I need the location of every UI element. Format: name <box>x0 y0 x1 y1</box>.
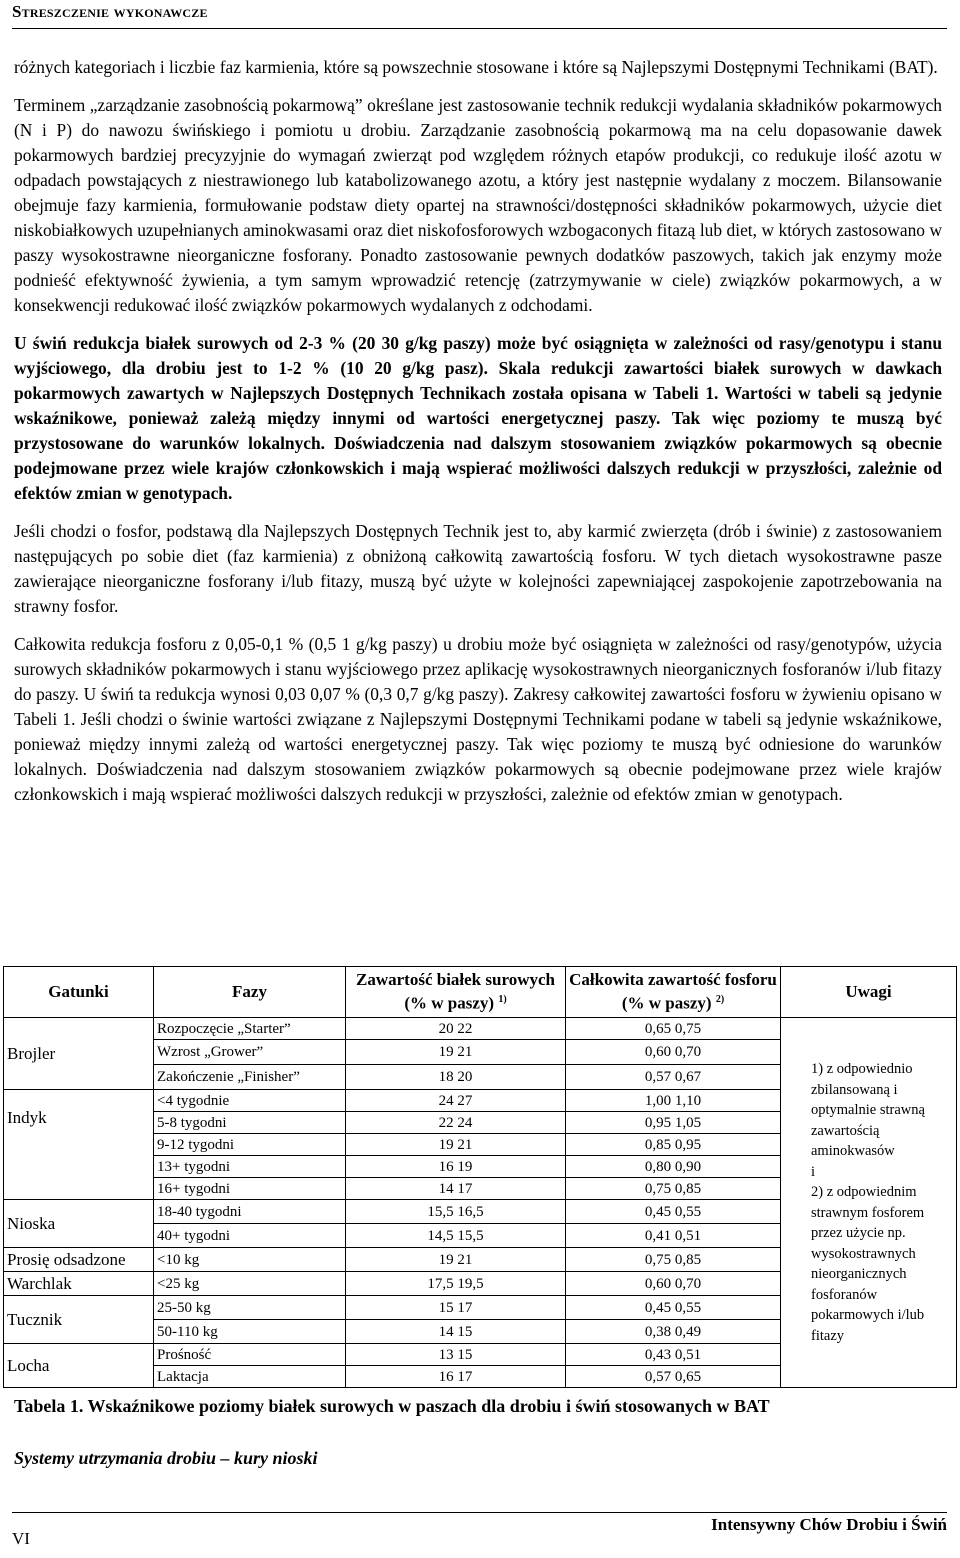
phosphorus-cell: 0,45 0,55 <box>566 1296 781 1320</box>
phosphorus-cell: 0,57 0,65 <box>566 1366 781 1388</box>
phosphorus-cell: 0,60 0,70 <box>566 1272 781 1296</box>
page-footer <box>12 1512 947 1553</box>
phosphorus-cell: 0,75 0,85 <box>566 1178 781 1200</box>
note-line: pokarmowych i/lub <box>811 1307 925 1323</box>
phase-cell: Prośność <box>154 1344 346 1366</box>
table-caption: Tabela 1. Wskaźnikowe poziomy białek surowych w paszach dla drobiu i świń stosowanych w BAT <box>14 1396 770 1416</box>
phase-cell: 40+ tygodni <box>154 1224 346 1248</box>
phosphorus-cell: 0,57 0,67 <box>566 1065 781 1090</box>
protein-cell: 16 17 <box>346 1366 566 1388</box>
protein-cell: 18 20 <box>346 1065 566 1090</box>
note-line: aminokwasów <box>811 1143 895 1159</box>
body-text <box>14 55 942 820</box>
section-subheading: Systemy utrzymania drobiu – kury nioski <box>14 1448 318 1468</box>
phosphorus-cell: 0,95 1,05 <box>566 1112 781 1134</box>
phosphorus-cell: 0,85 0,95 <box>566 1134 781 1156</box>
note-line: zbilansowaną i <box>811 1081 898 1098</box>
phase-cell: <10 kg <box>154 1248 346 1272</box>
protein-cell: 13 15 <box>346 1344 566 1366</box>
header-phosphorus: Całkowita zawartość fosforu (% w paszy) $^{2)}$ <box>566 967 781 1018</box>
protein-cell: 14 15 <box>346 1320 566 1344</box>
header-protein: Zawartość białek surowych (% w paszy) $^{1)}$ <box>346 967 566 1018</box>
note-line: przez użycie np. <box>811 1225 906 1241</box>
note-line: fitazy <box>811 1327 845 1344</box>
protein-cell: 15,5 16,5 <box>346 1200 566 1224</box>
phase-cell: Laktacja <box>154 1366 346 1388</box>
paragraph-bold: U świń redukcja białek surowych od 2-3 % (20 30 g/kg paszy) może być osiągnięta w zależności od rasy/genotypu i stanu wyjściowego, dla drobiu jest to 1-2 % (10 20 g/kg pasz). Skala redukcji zawartości białek surowych w dawkach pokarmowych zawartych w Najlepszych Dostępnych Technikach została opisana w Tabeli 1. Wartości w tabeli są jedynie wskaźnikowe, ponieważ zależą między innymi od wartości energetycznej paszy. Tak więc poziomy te muszą być przystosowane do warunków lokalnych. Doświadczenia nad dalszym stosowaniem związków pokarmowych są obecnie podejmowane przez wiele krajów członkowskich i mają wspierać możliwości dalszych redukcji w przyszłości, zależnie od efektów zmian w genotypach. <box>14 333 942 503</box>
footer-title: Intensywny Chów Drobiu i Świń <box>711 1515 947 1534</box>
phosphorus-cell: 0,43 0,51 <box>566 1344 781 1366</box>
header-species: Gatunki <box>4 967 154 1018</box>
species-cell: Indyk <box>4 1090 154 1200</box>
phase-cell: Wzrost „Grower” <box>154 1040 346 1065</box>
note-line: nieorganicznych <box>811 1266 907 1282</box>
phase-cell: 16+ tygodni <box>154 1178 346 1200</box>
phosphorus-cell: 0,41 0,51 <box>566 1224 781 1248</box>
species-cell: Locha <box>4 1344 154 1388</box>
header-phase: Fazy <box>154 967 346 1018</box>
species-cell: Brojler <box>4 1018 154 1090</box>
page-number: VI <box>12 1529 30 1548</box>
header-notes: Uwagi <box>781 967 957 1018</box>
table-row <box>4 1018 957 1040</box>
phase-cell: 5-8 tygodni <box>154 1112 346 1134</box>
phase-cell: 13+ tygodni <box>154 1156 346 1178</box>
species-cell: Tucznik <box>4 1296 154 1344</box>
phosphorus-cell: 0,60 0,70 <box>566 1040 781 1065</box>
protein-cell: 14 17 <box>346 1178 566 1200</box>
phase-cell: <4 tygodnie <box>154 1090 346 1112</box>
species-cell: Warchlak <box>4 1272 154 1296</box>
table-header-row <box>4 967 957 1018</box>
phase-cell: 9-12 tygodni <box>154 1134 346 1156</box>
note-line: 2) z odpowiednim <box>811 1184 917 1200</box>
phase-cell: <25 kg <box>154 1272 346 1296</box>
phase-cell: Zakończenie „Finisher” <box>154 1065 346 1090</box>
protein-cell: 24 27 <box>346 1090 566 1112</box>
feed-table <box>3 966 957 1388</box>
protein-cell: 15 17 <box>346 1296 566 1320</box>
phase-cell: 50-110 kg <box>154 1320 346 1344</box>
phosphorus-cell: 1,00 1,10 <box>566 1090 781 1112</box>
paragraph: Jeśli chodzi o fosfor, podstawą dla Najlepszych Dostępnych Technik jest to, aby karmić zwierzęta (drób i świnie) z zastosowaniem następujących po sobie diet (faz karmienia) z obniżoną całkowitą zawartością fosforu. W tych dietach wysokostrawne pasze zawierające nieorganiczne fosforany i/lub fitazy, muszą być użyte w kolejności zapewniającej zaspokojenie zapotrzebowania na strawny fosfor. <box>14 521 942 616</box>
notes-cell <box>781 1018 957 1388</box>
note-line: optymalnie strawną <box>811 1102 925 1118</box>
phosphorus-cell: 0,38 0,49 <box>566 1320 781 1344</box>
note-line: 1) z odpowiednio <box>811 1061 913 1077</box>
phase-cell: 18-40 tygodni <box>154 1200 346 1224</box>
phosphorus-cell: 0,65 0,75 <box>566 1018 781 1040</box>
phosphorus-cell: 0,80 0,90 <box>566 1156 781 1178</box>
protein-cell: 19 21 <box>346 1134 566 1156</box>
phase-cell: 25-50 kg <box>154 1296 346 1320</box>
note-line: i <box>811 1163 816 1180</box>
page-header <box>12 0 947 29</box>
protein-cell: 19 21 <box>346 1040 566 1065</box>
protein-cell: 14,5 15,5 <box>346 1224 566 1248</box>
note-line: wysokostrawnych <box>811 1245 916 1262</box>
note-line: fosforanów <box>811 1286 878 1303</box>
protein-cell: 22 24 <box>346 1112 566 1134</box>
protein-cell: 17,5 19,5 <box>346 1272 566 1296</box>
species-cell: Prosię odsadzone <box>4 1248 154 1272</box>
phosphorus-cell: 0,45 0,55 <box>566 1200 781 1224</box>
phase-cell: Rozpoczęcie „Starter” <box>154 1018 346 1040</box>
note-line: zawartością <box>811 1122 880 1139</box>
protein-cell: 16 19 <box>346 1156 566 1178</box>
header-title: Streszczenie wykonawcze <box>12 2 208 21</box>
species-cell: Nioska <box>4 1200 154 1248</box>
paragraph: różnych kategoriach i liczbie faz karmienia, które są powszechnie stosowane i które są Najlepszymi Dostępnymi Technikami (BAT). <box>14 57 938 77</box>
protein-cell: 19 21 <box>346 1248 566 1272</box>
note-line: strawnym fosforem <box>811 1204 925 1221</box>
protein-cell: 20 22 <box>346 1018 566 1040</box>
paragraph: Terminem „zarządzanie zasobnością pokarmową” określane jest zastosowanie technik redukcji wydalania składników pokarmowych (N i P) do nawozu świńskiego i pomiotu u drobiu. Zarządzanie zasobnością pokarmową ma na celu dopasowanie dawek pokarmowych bardziej precyzyjnie do wymagań zwierząt pod względem różnych etapów produkcji, co redukuje ilość azotu w odpadach powstających z niestrawionego lub katabolizowanego azotu, a który jest następnie wydalany z moczem. Bilansowanie obejmuje fazy karmienia, formułowanie podstaw diety opartej na strawności/dostępności składników pokarmowych, użycie diet niskobiałkowych uzupełnianych aminokwasami oraz diet niskofosforowych wzbogaconych fitazą lub diet, w których zastosowano w paszy wysokostrawne nieorganiczne fosforany. Ponadto zastosowanie pewnych dodatków paszowych, takich jak enzymy może podnieść efektywność żywienia, a tym samym wprowadzić retencję (zatrzymywanie w ciele) związków pokarmowych, a w konsekwencji redukować ilość związków pokarmowych wydalanych z odchodami. <box>14 95 942 315</box>
phosphorus-cell: 0,75 0,85 <box>566 1248 781 1272</box>
paragraph: Całkowita redukcja fosforu z 0,05-0,1 % (0,5 1 g/kg paszy) u drobiu może być osiągnięta w zależności od rasy/genotypów, użycia surowych składników pokarmowych i stanu wyjściowego przez aplikację wysokostrawnych nieorganicznych fosforanów i/lub fitazy do paszy. U świń ta redukcja wynosi 0,03 0,07 % (0,3 0,7 g/kg paszy). Zakresy całkowitej zawartości fosforu w żywieniu opisano w Tabeli 1. Jeśli chodzi o świnie wartości związane z Najlepszymi Dostępnymi Technikami podane w tabeli są jedynie wskaźnikowe, ponieważ między innymi zależą od wartości energetycznej paszy. Tak więc poziomy te muszą być odniesione do warunków lokalnych. Doświadczenia nad dalszym stosowaniem związków pokarmowych są obecnie podejmowane przez wiele krajów członkowskich i mają wspierać możliwości dalszych redukcji w przyszłości, zależnie od efektów zmian w genotypach. <box>14 634 942 804</box>
